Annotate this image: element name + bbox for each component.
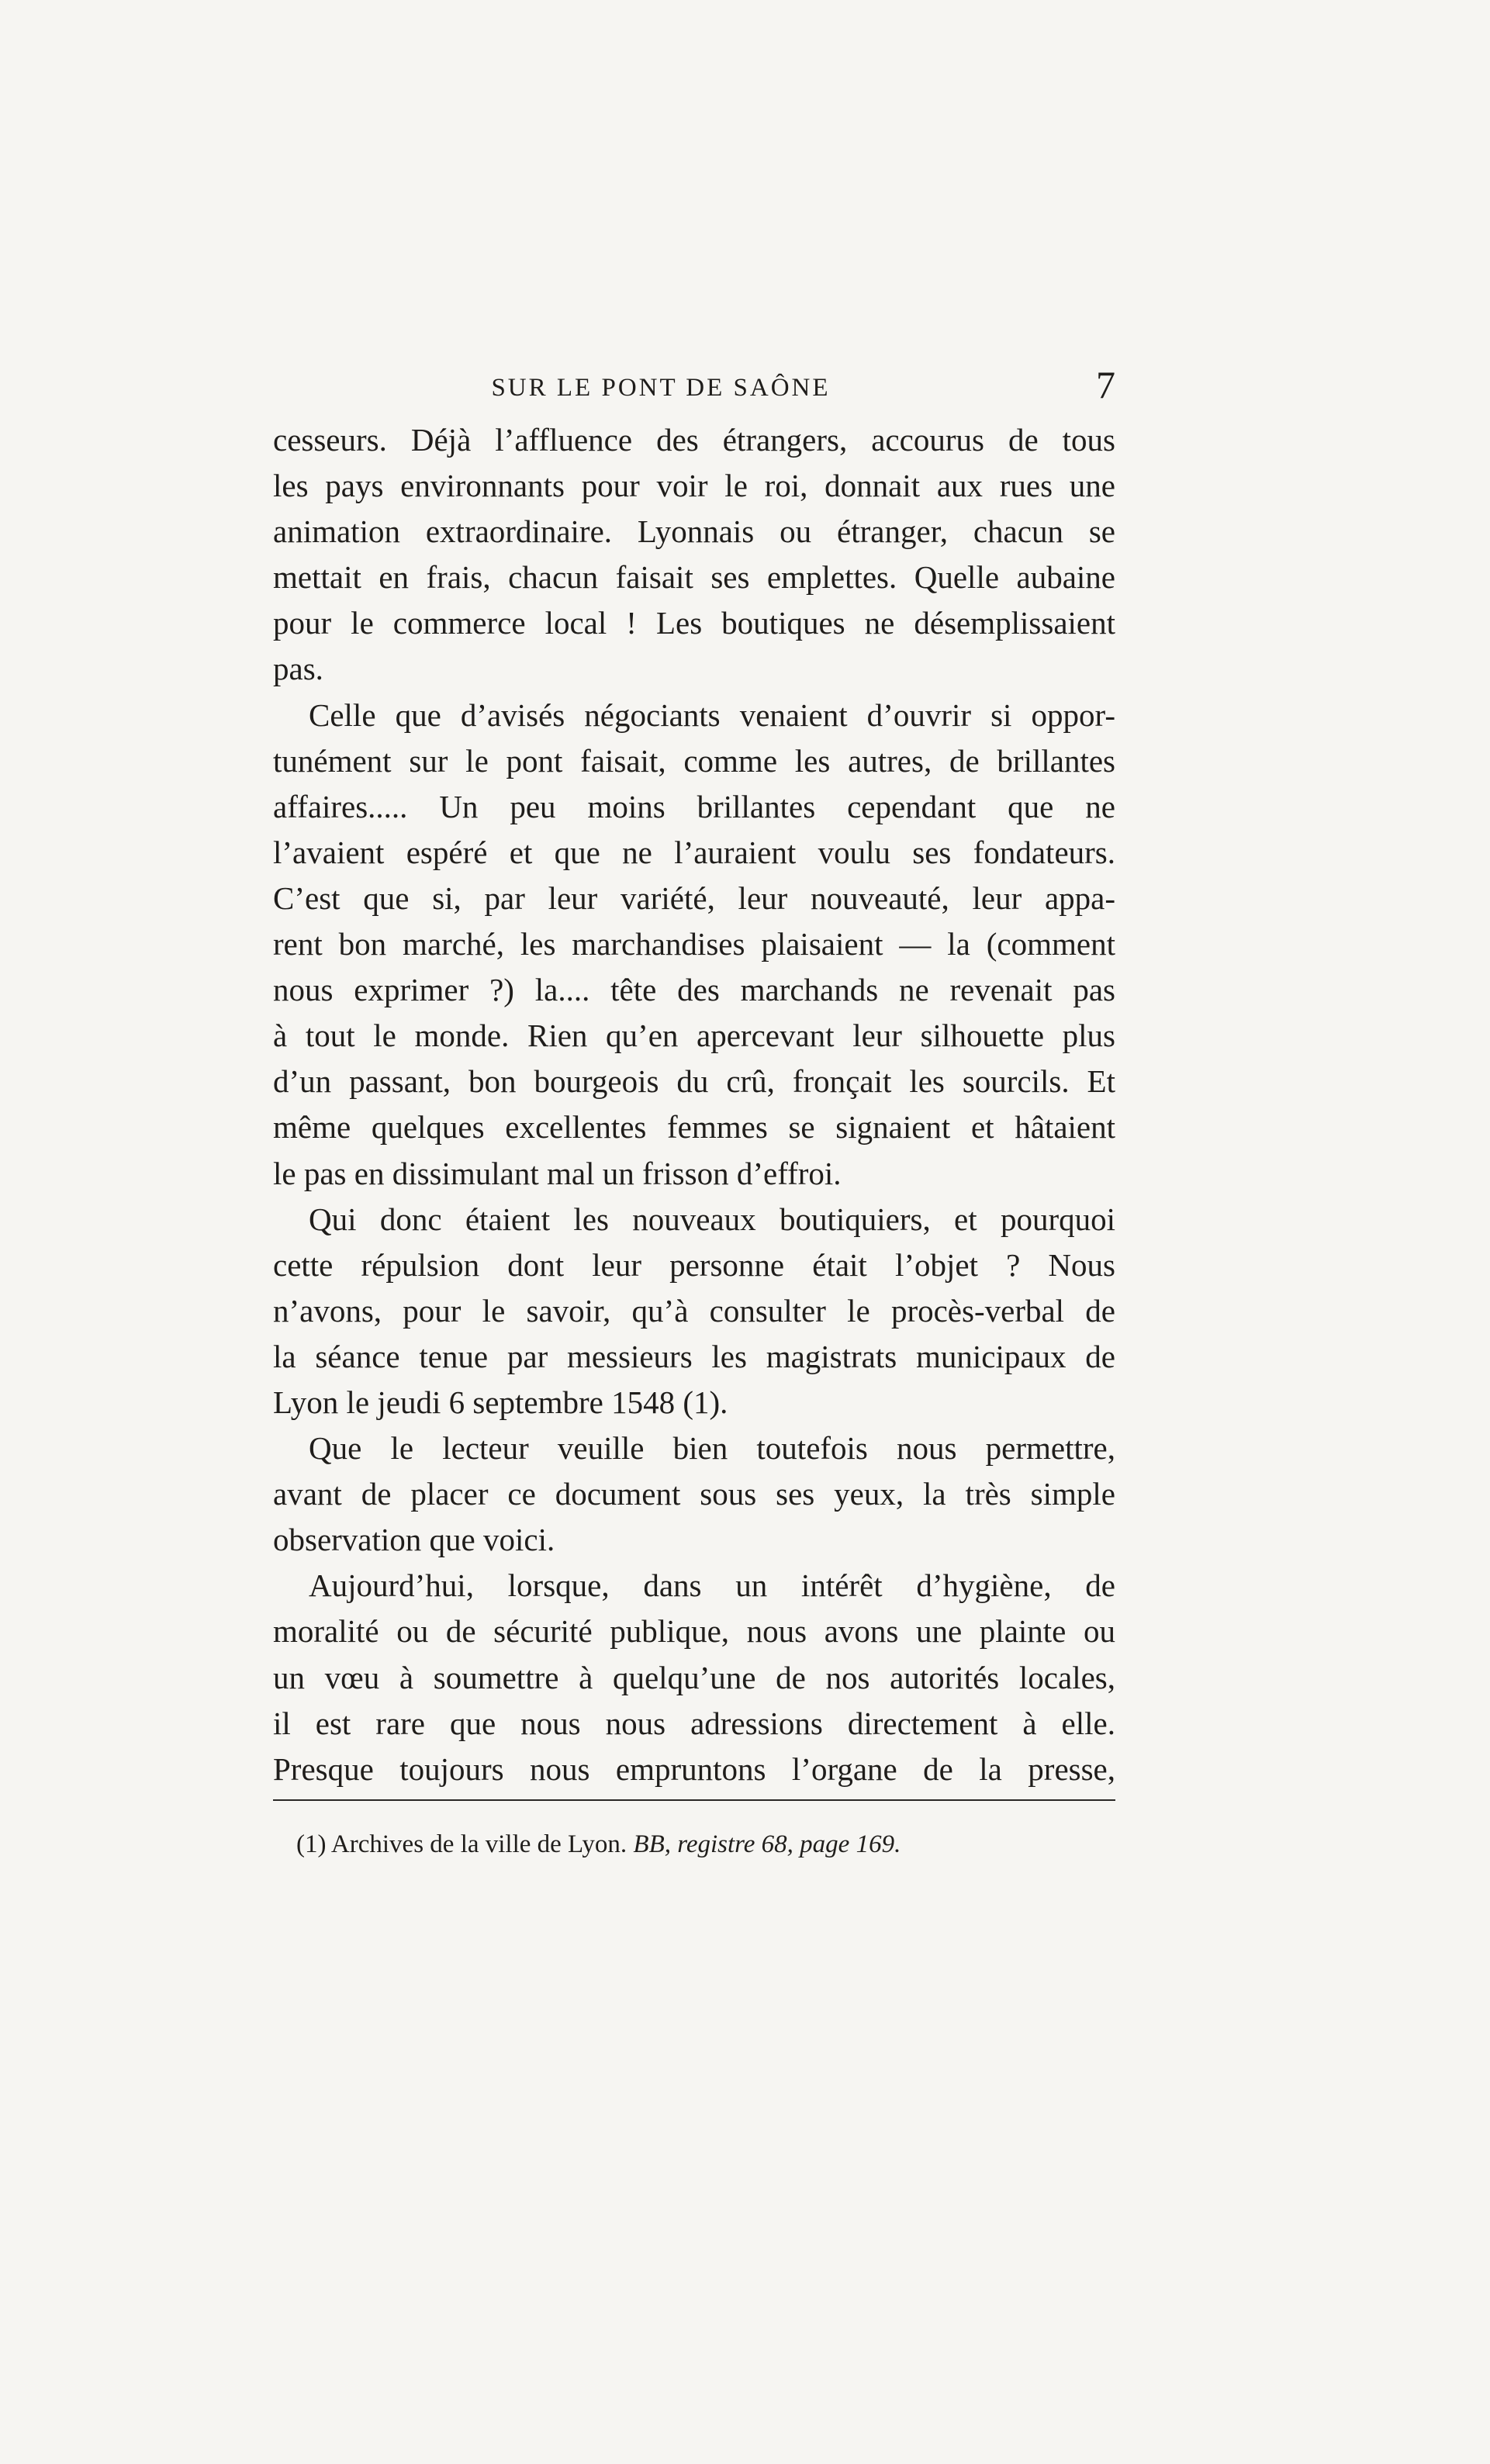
text-line: les pays environnants pour voir le roi, donnait aux rues une — [273, 468, 1115, 504]
text-line: il est rare que nous nous adressions directement à elle. — [273, 1705, 1115, 1741]
text-line: Lyon le jeudi 6 septembre 1548 (1). — [273, 1384, 728, 1420]
text-line: n’avons, pour le savoir, qu’à consulter le procès-verbal de — [273, 1292, 1115, 1329]
text-line: affaires..... Un peu moins brillantes cependant que ne — [273, 788, 1115, 824]
text-line: à tout le monde. Rien qu’en apercevant leur silhouette plus — [273, 1018, 1115, 1054]
page-number: 7 — [1096, 363, 1115, 406]
footnote-marker: (1) — [296, 1830, 327, 1858]
text-line: cette répulsion dont leur personne était l’objet ? Nous — [273, 1246, 1115, 1283]
text-line: la séance tenue par messieurs les magistrats municipaux de — [273, 1338, 1115, 1374]
body-text — [273, 417, 1115, 1792]
footnote-reference: BB, registre 68, page 169. — [633, 1830, 901, 1858]
paragraph-start-line: Que le lecteur veuille bien toutefois nous permettre, — [309, 1430, 1115, 1467]
paragraph-start-line: Qui donc étaient les nouveaux boutiquiers, et pourquoi — [309, 1201, 1115, 1237]
text-line: le pas en dissimulant mal un frisson d’effroi. — [273, 1155, 842, 1191]
footnote — [296, 1823, 1103, 1866]
text-line: d’un passant, bon bourgeois du crû, fronçait les sourcils. Et — [273, 1063, 1115, 1100]
running-head — [273, 365, 1115, 411]
text-line: l’avaient espéré et que ne l’auraient voulu ses fondateurs. — [273, 834, 1115, 870]
text-line: mettait en frais, chacun faisait ses emplettes. Quelle aubaine — [273, 559, 1115, 596]
paragraph-start-line: Celle que d’avisés négociants venaient d’ouvrir si oppor- — [309, 696, 1115, 733]
text-line: pour le commerce local ! Les boutiques ne désemplissaient — [273, 605, 1115, 641]
text-line: animation extraordinaire. Lyonnais ou étranger, chacun se — [273, 513, 1115, 550]
text-line: tunément sur le pont faisait, comme les autres, de brillantes — [273, 742, 1115, 779]
text-line: nous exprimer ?) la.... tête des marchands ne revenait pas — [273, 972, 1115, 1008]
text-line: un vœu à soumettre à quelqu’une de nos autorités locales, — [273, 1659, 1115, 1695]
paragraph-start-line: Aujourd’hui, lorsque, dans un intérêt d’hygiène, de — [309, 1567, 1115, 1604]
text-line: avant de placer ce document sous ses yeux, la très simple — [273, 1476, 1115, 1512]
text-line: C’est que si, par leur variété, leur nouveauté, leur appa- — [273, 880, 1115, 916]
footnote-text: Archives de la ville de Lyon. — [330, 1830, 627, 1858]
footnote-rule — [273, 1799, 1115, 1801]
text-line: rent bon marché, les marchandises plaisaient — la (comment — [273, 926, 1115, 962]
text-line: moralité ou de sécurité publique, nous avons une plainte ou — [273, 1613, 1115, 1650]
text-line: pas. — [273, 651, 323, 687]
running-title: SUR LE PONT DE SAÔNE — [491, 374, 831, 402]
text-line: même quelques excellentes femmes se signaient et hâtaient — [273, 1109, 1115, 1146]
text-line: Presque toujours nous empruntons l’organe de la presse, — [273, 1750, 1115, 1787]
text-line: observation que voici. — [273, 1522, 555, 1558]
text-line: cesseurs. Déjà l’affluence des étrangers, accourus de tous — [273, 422, 1115, 458]
